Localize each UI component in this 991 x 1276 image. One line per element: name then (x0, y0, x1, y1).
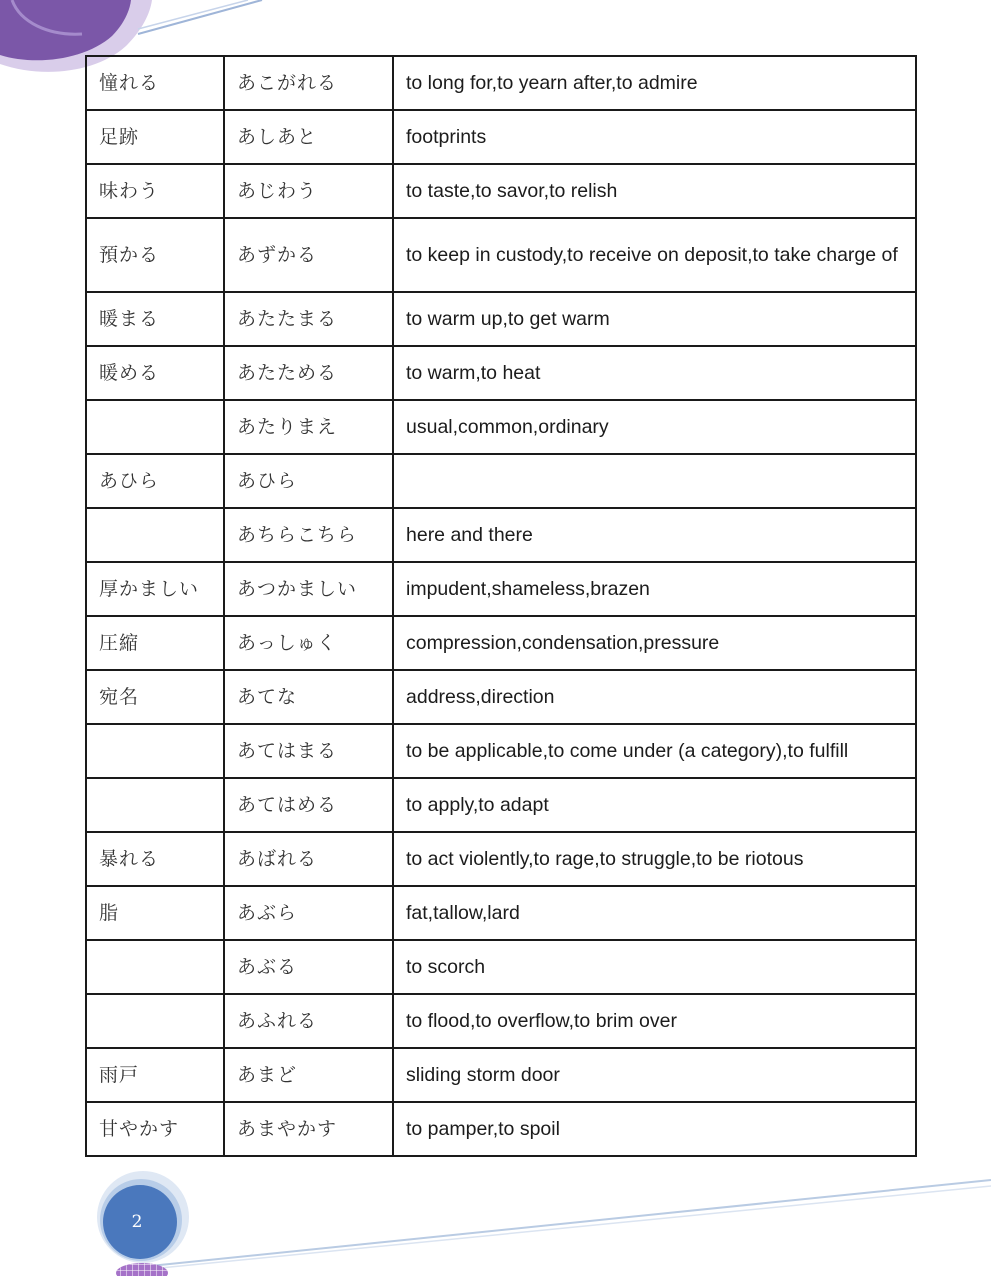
meaning-cell: sliding storm door (393, 1048, 916, 1102)
kanji-cell: 暖まる (86, 292, 224, 346)
reading-cell: あしあと (224, 110, 393, 164)
table-row (86, 940, 916, 994)
reading-cell: あつかましい (224, 562, 393, 616)
reading-cell: あちらこちら (224, 508, 393, 562)
meaning-cell: to apply,to adapt (393, 778, 916, 832)
reading-cell: あてはまる (224, 724, 393, 778)
meaning-cell: to warm,to heat (393, 346, 916, 400)
kanji-cell: 厚かましい (86, 562, 224, 616)
reading-cell: あたためる (224, 346, 393, 400)
page-number: 2 (131, 1212, 143, 1232)
meaning-cell (393, 454, 916, 508)
kanji-cell (86, 940, 224, 994)
meaning-cell: to scorch (393, 940, 916, 994)
vocabulary-table (85, 55, 917, 1157)
reading-cell: あたりまえ (224, 400, 393, 454)
kanji-cell: 足跡 (86, 110, 224, 164)
kanji-cell: 憧れる (86, 56, 224, 110)
meaning-cell: to pamper,to spoil (393, 1102, 916, 1156)
reading-cell: あばれる (224, 832, 393, 886)
table-row (86, 994, 916, 1048)
meaning-cell: fat,tallow,lard (393, 886, 916, 940)
reading-cell: あぶる (224, 940, 393, 994)
meaning-cell: to keep in custody,to receive on deposit,to take charge of (393, 218, 916, 292)
reading-cell: あぶら (224, 886, 393, 940)
kanji-cell: 脂 (86, 886, 224, 940)
kanji-cell: 預かる (86, 218, 224, 292)
meaning-cell: compression,condensation,pressure (393, 616, 916, 670)
kanji-cell (86, 994, 224, 1048)
kanji-cell (86, 778, 224, 832)
reading-cell: あっしゅく (224, 616, 393, 670)
meaning-cell: to act violently,to rage,to struggle,to be riotous (393, 832, 916, 886)
table-row (86, 400, 916, 454)
table-row (86, 670, 916, 724)
meaning-cell: impudent,shameless,brazen (393, 562, 916, 616)
kanji-cell: 宛名 (86, 670, 224, 724)
kanji-cell: 甘やかす (86, 1102, 224, 1156)
table-row (86, 56, 916, 110)
table-row (86, 164, 916, 218)
table-row (86, 292, 916, 346)
reading-cell: あてはめる (224, 778, 393, 832)
table-row (86, 832, 916, 886)
meaning-cell: footprints (393, 110, 916, 164)
kanji-cell: 圧縮 (86, 616, 224, 670)
table-row (86, 218, 916, 292)
table-row (86, 562, 916, 616)
meaning-cell: here and there (393, 508, 916, 562)
reading-cell: あまど (224, 1048, 393, 1102)
table-row (86, 778, 916, 832)
table-row (86, 1048, 916, 1102)
kanji-cell: 味わう (86, 164, 224, 218)
meaning-cell: to long for,to yearn after,to admire (393, 56, 916, 110)
meaning-cell: to warm up,to get warm (393, 292, 916, 346)
meaning-cell: to taste,to savor,to relish (393, 164, 916, 218)
kanji-cell: 暴れる (86, 832, 224, 886)
meaning-cell: to flood,to overflow,to brim over (393, 994, 916, 1048)
table-row (86, 1102, 916, 1156)
reading-cell: あたたまる (224, 292, 393, 346)
reading-cell: あひら (224, 454, 393, 508)
kanji-cell (86, 508, 224, 562)
table-row (86, 508, 916, 562)
reading-cell: あこがれる (224, 56, 393, 110)
table-row (86, 110, 916, 164)
table-row (86, 346, 916, 400)
meaning-cell: to be applicable,to come under (a category),to fulfill (393, 724, 916, 778)
kanji-cell (86, 400, 224, 454)
kanji-cell: 暖める (86, 346, 224, 400)
table-row (86, 886, 916, 940)
kanji-cell: あひら (86, 454, 224, 508)
meaning-cell: usual,common,ordinary (393, 400, 916, 454)
table-row (86, 616, 916, 670)
reading-cell: あじわう (224, 164, 393, 218)
table-row (86, 454, 916, 508)
kanji-cell: 雨戸 (86, 1048, 224, 1102)
reading-cell: あずかる (224, 218, 393, 292)
table-row (86, 724, 916, 778)
kanji-cell (86, 724, 224, 778)
reading-cell: あまやかす (224, 1102, 393, 1156)
reading-cell: あふれる (224, 994, 393, 1048)
meaning-cell: address,direction (393, 670, 916, 724)
reading-cell: あてな (224, 670, 393, 724)
